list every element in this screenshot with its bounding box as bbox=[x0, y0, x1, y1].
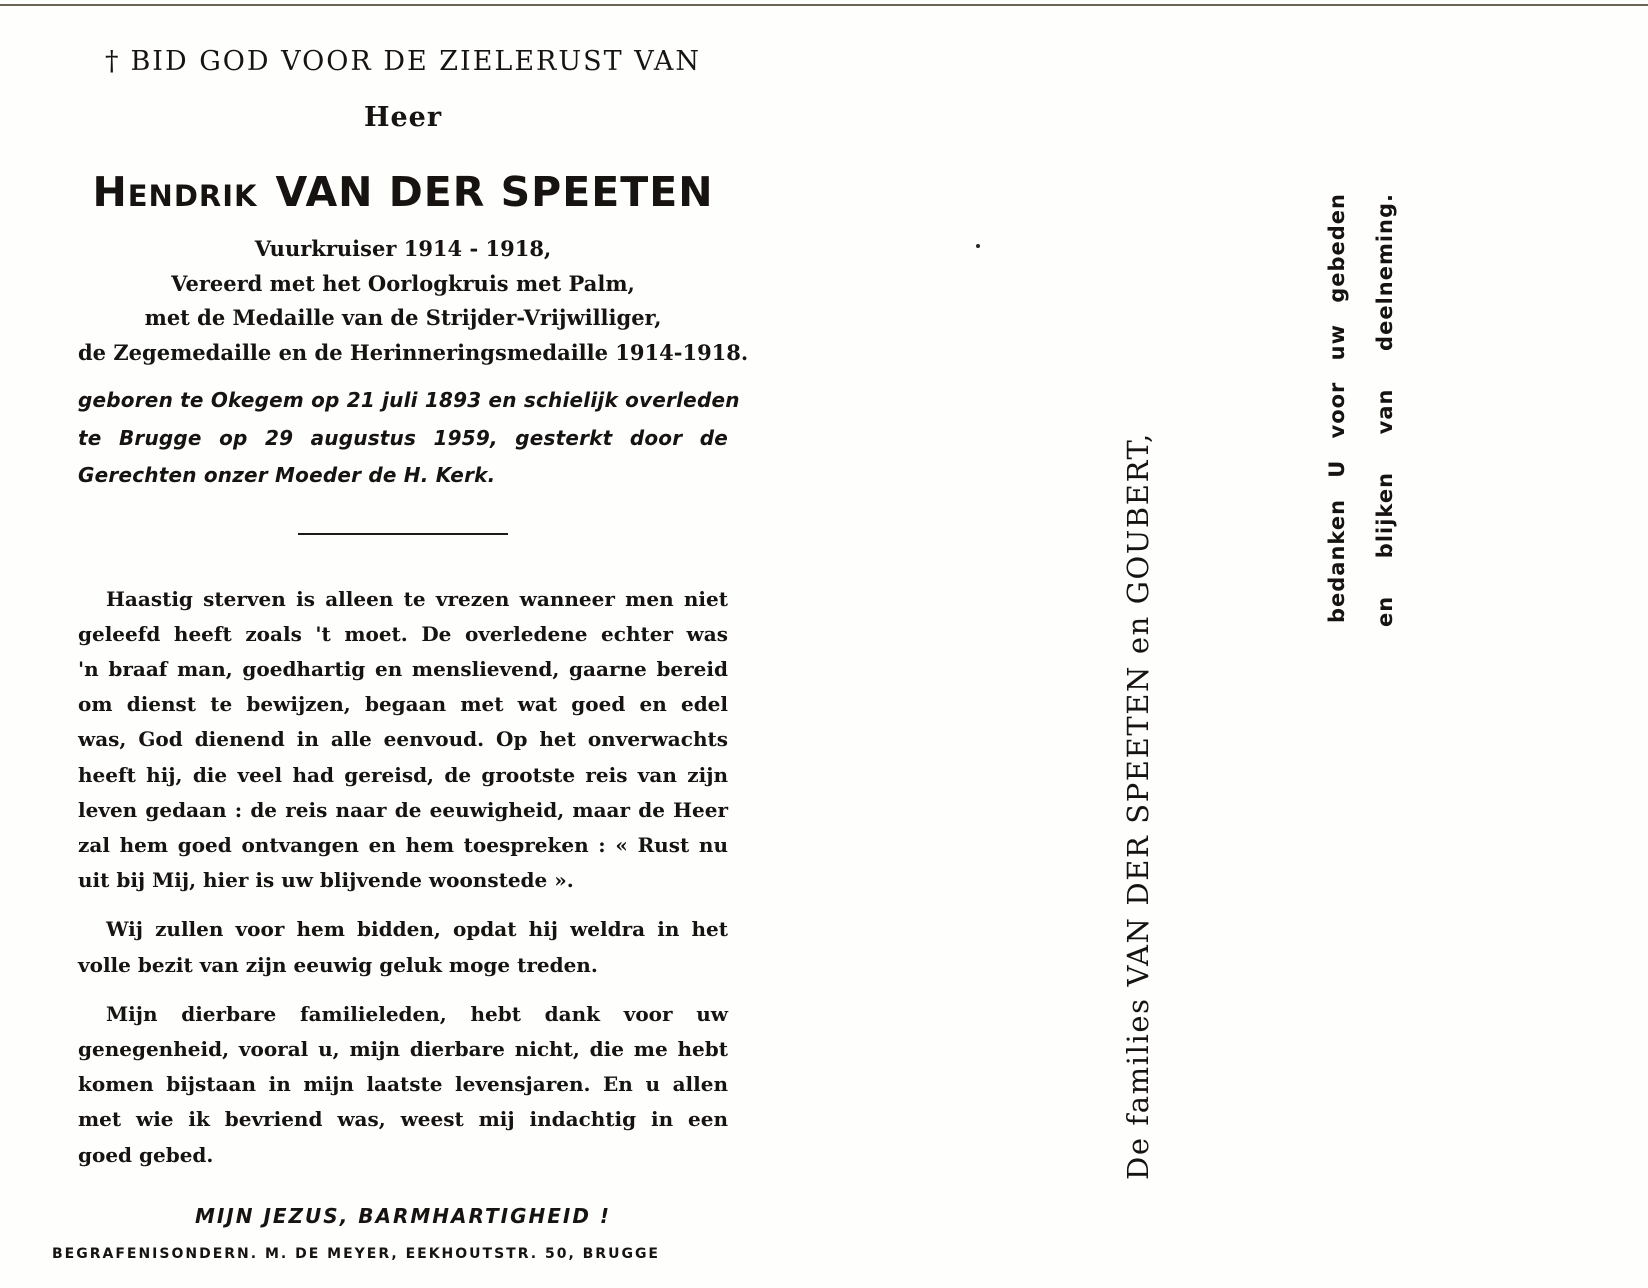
birth-line: geboren te Okegem op 21 juli 1893 en schielijk overleden bbox=[78, 388, 740, 412]
prayer-heading bbox=[78, 44, 728, 80]
eulogy-paragraph bbox=[78, 912, 728, 982]
families-signature: De families VAN DER SPEETEN en GOUBERT, bbox=[1121, 432, 1155, 1180]
text-line: Mijn dierbare familieleden, hebt dank voor uw bbox=[106, 1001, 728, 1026]
text-line: uit bij Mij, hier is uw blijvende woonstede ». bbox=[78, 868, 574, 893]
text-line: met wie ik bevriend was, weest mij indachtig in een bbox=[78, 1107, 728, 1132]
honour-line: met de Medaille van de Strijder-Vrijwilliger, bbox=[144, 305, 662, 330]
thanks-line: bedanken U voor uw gebeden bbox=[1325, 193, 1349, 623]
text-line: leven gedaan : de reis naar de eeuwigheid, maar de Heer bbox=[78, 797, 728, 822]
text-line: Wij zullen voor hem bidden, opdat hij weldra in het bbox=[106, 917, 728, 942]
eulogy-paragraph bbox=[78, 997, 728, 1173]
text-line: Haastig sterven is alleen te vrezen wanneer men niet bbox=[106, 586, 728, 611]
print-speck bbox=[976, 244, 980, 248]
text-line: 'n braaf man, goedhartig en menslievend, gaarne bereid bbox=[78, 656, 728, 681]
honorific: Heer bbox=[363, 102, 443, 133]
honour-line: Vuurkruiser 1914 - 1918, bbox=[254, 236, 552, 261]
eulogy-text bbox=[78, 582, 728, 1173]
closing-invocation: MIJN JEZUS, BARMHARTIGHEID ! bbox=[194, 1203, 612, 1228]
text-line: was, God dienend in alle eenvoud. Op het onverwachts bbox=[78, 727, 728, 752]
birth-line: te Brugge op 29 augustus 1959, gesterkt door de bbox=[78, 425, 728, 450]
text-line: heeft hij, die veel had gereisd, de grootste reis van zijn bbox=[78, 762, 728, 787]
deceased-first-name: Hendrik bbox=[92, 168, 258, 216]
honour-line: Vereerd met het Oorlogkruis met Palm, bbox=[171, 270, 635, 296]
section-divider bbox=[298, 533, 508, 535]
funeral-home-imprint: BEGRAFENISONDERN. M. DE MEYER, EEKHOUTSTR. 50, BRUGGE bbox=[52, 1246, 660, 1262]
deceased-last-name: VAN DER SPEETEN bbox=[275, 168, 714, 216]
text-line: komen bijstaan in mijn laatste levensjaren. En u allen bbox=[78, 1072, 728, 1097]
honours-list bbox=[78, 232, 749, 370]
text-line: genegenheid, vooral u, mijn dierbare nicht, die me hebt bbox=[78, 1036, 728, 1061]
thanks-line: en blijken van deelneming. bbox=[1373, 193, 1397, 627]
birth-line: Gerechten onzer Moeder de H. Kerk. bbox=[78, 463, 496, 487]
cross-icon: † bbox=[104, 46, 121, 77]
prayer-heading-text: BID GOD VOOR DE ZIELERUST VAN bbox=[130, 46, 702, 77]
text-line: zal hem goed ontvangen en hem toespreken : « Rust nu bbox=[78, 832, 728, 857]
text-line: geleefd heeft zoals 't moet. De overledene echter was bbox=[78, 621, 728, 646]
deceased-name bbox=[78, 166, 728, 218]
text-line: volle bezit van zijn eeuwig geluk moge treden. bbox=[78, 952, 598, 977]
eulogy-paragraph bbox=[78, 582, 728, 899]
honour-line: de Zegemedaille en de Herinneringsmedaille 1914-1918. bbox=[78, 339, 749, 365]
birth-death-statement bbox=[78, 382, 740, 495]
text-line: goed gebed. bbox=[78, 1142, 214, 1167]
text-line: om dienst te bewijzen, begaan met wat goed en edel bbox=[78, 692, 728, 717]
memorial-text-column bbox=[78, 44, 749, 1233]
top-edge-rule bbox=[0, 4, 1648, 6]
